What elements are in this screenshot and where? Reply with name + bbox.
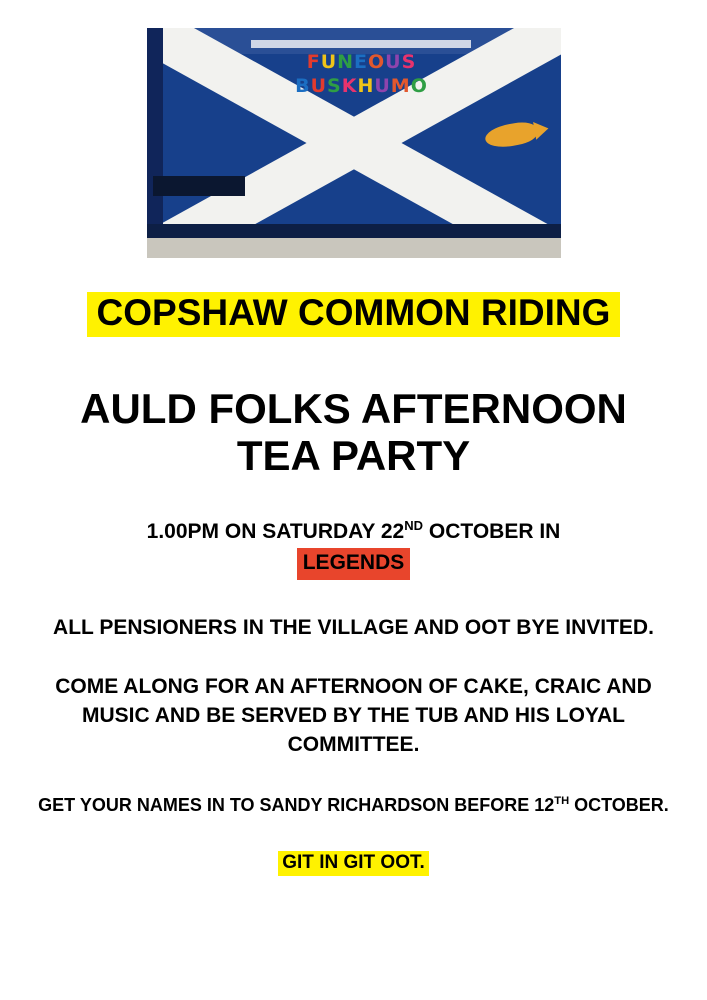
fish-decoration-icon — [483, 120, 538, 151]
flag-band-bottom-dark — [147, 224, 561, 238]
headline-line-1: AULD FOLKS AFTERNOON — [80, 384, 627, 432]
headline-line-2: TEA PARTY — [236, 431, 471, 479]
banner-letter-line-2: BUSKHUMO — [295, 75, 428, 97]
photo-dark-block-left — [153, 176, 245, 196]
event-venue: LEGENDS — [297, 548, 411, 579]
paragraph-signup — [34, 793, 674, 818]
flag-background — [147, 28, 561, 258]
paragraph-invitation: ALL PENSIONERS IN THE VILLAGE AND OOT BYE INVITED. — [53, 615, 654, 639]
event-time-suffix: OCTOBER IN — [423, 519, 561, 543]
paragraph-description: COME ALONG FOR AN AFTERNOON OF CAKE, CRAIC AND MUSIC AND BE SERVED BY THE TUB AND HIS LOYAL COMMITTEE. — [55, 674, 652, 756]
banner-letter-text — [257, 50, 467, 98]
event-venue-line — [44, 546, 664, 579]
flag-band-bottom-light — [147, 238, 561, 258]
banner-letter-line-1: FUNEOUS — [306, 51, 417, 73]
event-title: COPSHAW COMMON RIDING — [87, 292, 621, 337]
signup-suffix: OCTOBER. — [569, 795, 669, 816]
signup-prefix: GET YOUR NAMES IN TO SANDY RICHARDSON BEFORE 12 — [38, 795, 555, 816]
closing-slogan: GIT IN GIT OOT. — [278, 851, 429, 876]
event-time-ordinal: ND — [404, 517, 424, 533]
event-details — [44, 517, 664, 580]
event-time-line — [44, 517, 664, 546]
headline — [34, 385, 674, 479]
saltire-flag-photo — [147, 28, 561, 258]
event-time-prefix: 1.00PM ON SATURDAY 22 — [146, 519, 405, 543]
banner-strip — [251, 40, 471, 48]
signup-ordinal: TH — [554, 795, 570, 808]
